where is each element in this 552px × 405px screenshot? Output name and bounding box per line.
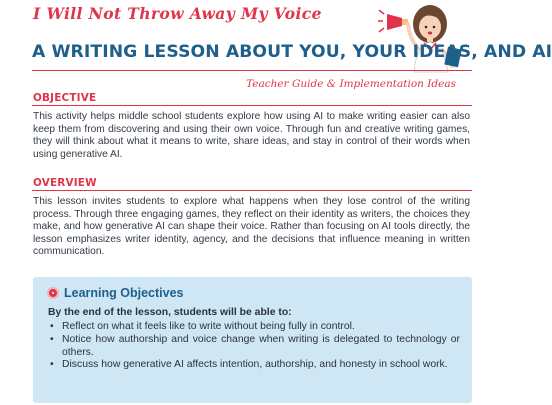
overview-heading: OVERVIEW <box>33 177 97 189</box>
title-divider <box>32 70 472 71</box>
script-title: I Will Not Throw Away My Voice <box>33 4 322 23</box>
overview-divider <box>32 190 472 191</box>
list-item: • Reflect on what it feels like to write without being fully in control. <box>48 321 460 334</box>
subtitle: Teacher Guide & Implementation Ideas <box>246 78 456 90</box>
learning-objectives-title: Learning Objectives <box>64 286 184 300</box>
target-icon <box>47 287 59 299</box>
objective-heading: OBJECTIVE <box>33 92 97 104</box>
learning-objectives-header <box>47 286 183 300</box>
objective-divider <box>32 105 472 106</box>
objective-text: This activity helps middle school students explore how using AI to make writing easier can also keep them from discovering and using their own voice. Through fun and creative writing games, they will think about what it means to write, share ideas, and stay in control of their words when using generative AI. <box>33 111 470 160</box>
main-title: A WRITING LESSON ABOUT YOU, YOUR IDEAS, AND AI <box>32 42 552 62</box>
list-item: • Discuss how generative AI affects intention, authorship, and honesty in school work. <box>48 359 460 372</box>
learning-objectives-list <box>48 321 460 372</box>
learning-objectives-intro: By the end of the lesson, students will be able to: <box>48 307 292 318</box>
list-item: • Notice how authorship and voice change when writing is delegated to technology or others. <box>48 334 460 360</box>
overview-text: This lesson invites students to explore what happens when they lose control of the writing process. Through three engaging games, they reflect on their identity as writers, the choices they make, and how generative AI can shape their voice. Rather than focusing on AI tools directly, the lesson emphasizes writer identity, agency, and the decisions that influence meaning in written communication. <box>33 196 470 258</box>
learning-objectives-box <box>33 277 472 403</box>
